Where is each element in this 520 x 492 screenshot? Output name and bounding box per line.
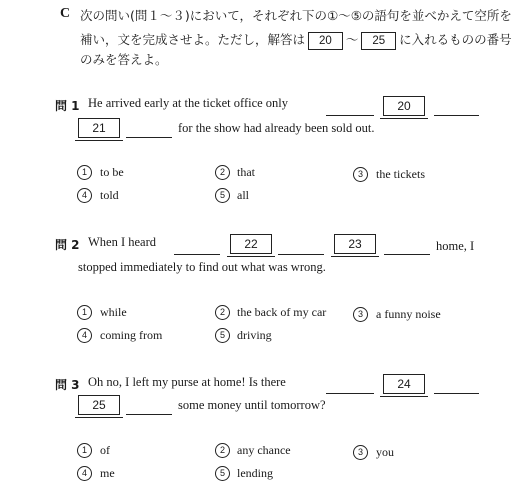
instruction-line-2-text: 補い，文を完成させよ。ただし，解答は xyxy=(80,32,306,47)
question-2-blank-1[interactable] xyxy=(174,254,220,255)
section-label: C xyxy=(60,6,71,21)
question-3-box-underline-1 xyxy=(380,396,428,397)
option-number-circle: 5 xyxy=(215,188,230,203)
instruction-line-2 xyxy=(80,30,512,50)
question-2-option-3: a funny noise xyxy=(376,307,441,321)
option-number-circle: 1 xyxy=(77,305,92,320)
question-2-blank-5[interactable] xyxy=(384,254,430,255)
option-number-circle: 3 xyxy=(353,445,368,460)
instruction-tilde: ～ xyxy=(345,32,359,47)
question-1-option-3: the tickets xyxy=(376,167,425,181)
question-2-option-4: coming from xyxy=(100,328,163,342)
question-1-text-b: for the show had already been sold out. xyxy=(178,121,375,135)
option-number-circle: 4 xyxy=(77,466,92,481)
option-number-circle: 5 xyxy=(215,328,230,343)
option-number-circle: 1 xyxy=(77,165,92,180)
question-2-blank-3[interactable] xyxy=(278,254,324,255)
instruction-line-1: 次の問い(問１～３)において，それぞれ下の①～⑤の語句を並べかえて空所を xyxy=(80,8,512,23)
question-1-option-1: to be xyxy=(100,165,124,179)
question-1-option-2: that xyxy=(237,165,255,179)
question-2-option-5: driving xyxy=(237,328,272,342)
question-2-answer-box-23[interactable]: 23 xyxy=(334,234,376,254)
question-3-option-4: me xyxy=(100,466,115,480)
instruction-line-2-end: に入れるものの番号 xyxy=(399,32,512,47)
question-3-blank-3[interactable] xyxy=(434,393,479,394)
question-1-blank-5[interactable] xyxy=(126,137,172,138)
option-number-circle: 3 xyxy=(353,167,368,182)
question-3-blank-1[interactable] xyxy=(326,393,374,394)
question-3-option-3: you xyxy=(376,445,394,459)
option-number-circle: 4 xyxy=(77,188,92,203)
answer-box-end: 25 xyxy=(361,32,396,50)
question-1-answer-box-21[interactable]: 21 xyxy=(78,118,120,138)
answer-box-start: 20 xyxy=(308,32,343,50)
question-3-option-2: any chance xyxy=(237,443,291,457)
question-3-label: 問 3 xyxy=(55,378,80,392)
question-2-box-underline-2 xyxy=(331,256,379,257)
question-1-box-underline-1 xyxy=(380,118,428,119)
question-3-text-a: Oh no, I left my purse at home! Is there xyxy=(88,375,286,389)
question-2-option-1: while xyxy=(100,305,127,319)
question-1-text-a: He arrived early at the ticket office only xyxy=(88,96,289,110)
question-3-option-1: of xyxy=(100,443,110,457)
question-1-blank-3[interactable] xyxy=(434,115,479,116)
question-3-answer-box-24[interactable]: 24 xyxy=(383,374,425,394)
option-number-circle: 3 xyxy=(353,307,368,322)
question-1-answer-box-20[interactable]: 20 xyxy=(383,96,425,116)
option-number-circle: 4 xyxy=(77,328,92,343)
question-3-blank-5[interactable] xyxy=(126,414,172,415)
question-2-text-a: When I heard xyxy=(88,235,157,249)
question-1-option-4: told xyxy=(100,188,119,202)
question-2-label: 問 2 xyxy=(55,238,80,252)
question-3-box-underline-2 xyxy=(75,417,123,418)
question-3-option-5: lending xyxy=(237,466,273,480)
option-number-circle: 5 xyxy=(215,466,230,481)
question-3-answer-box-25[interactable]: 25 xyxy=(78,395,120,415)
question-1-box-underline-2 xyxy=(75,140,123,141)
option-number-circle: 2 xyxy=(215,443,230,458)
question-1-option-5: all xyxy=(237,188,249,202)
question-2-answer-box-22[interactable]: 22 xyxy=(230,234,272,254)
question-2-text-c: stopped immediately to find out what was wrong. xyxy=(78,260,326,274)
option-number-circle: 2 xyxy=(215,165,230,180)
question-2-box-underline-1 xyxy=(227,256,275,257)
instruction-line-3: のみを答えよ。 xyxy=(80,52,168,67)
option-number-circle: 1 xyxy=(77,443,92,458)
question-1-label: 問 1 xyxy=(55,99,80,113)
question-1-blank-1[interactable] xyxy=(326,115,374,116)
question-3-text-b: some money until tomorrow? xyxy=(178,398,326,412)
question-2-text-b: home, I xyxy=(436,239,475,253)
option-number-circle: 2 xyxy=(215,305,230,320)
question-2-option-2: the back of my car xyxy=(237,305,327,319)
